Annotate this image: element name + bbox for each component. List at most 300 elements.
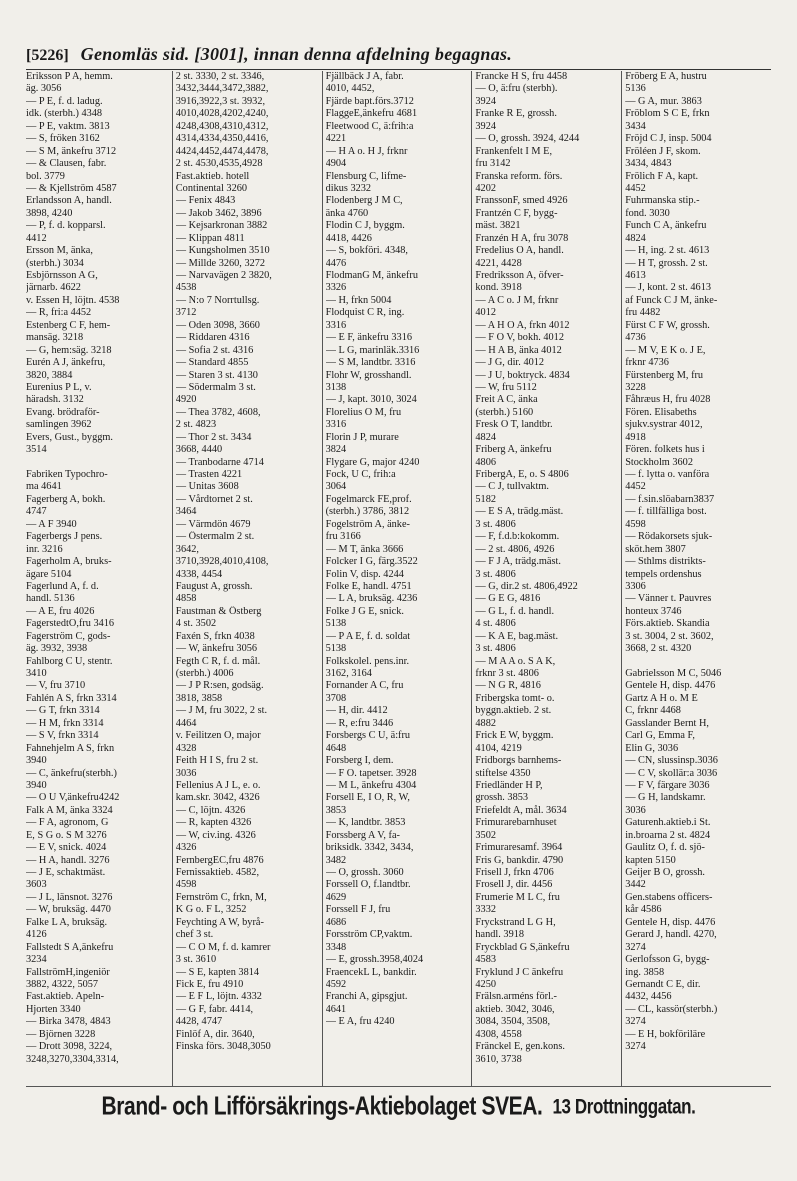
directory-entry: — C V, skollär:a 3036 <box>625 767 718 779</box>
directory-entry: Fahlborg C U, stentr. <box>26 655 113 667</box>
directory-entry: 4464 <box>175 717 197 729</box>
directory-entry: 3603 <box>26 879 47 891</box>
directory-entry: Stockholm 3602 <box>625 456 693 468</box>
directory-entry: Ersson M, änka, <box>26 245 93 257</box>
directory-entry: — N G R, 4816 <box>475 680 541 692</box>
directory-entry: 3306 <box>625 580 646 592</box>
directory-entry: 4308, 4558 <box>475 1028 522 1040</box>
directory-entry: — & Clausen, fabr. <box>26 158 107 170</box>
directory-entry: Gen.stabens officers- <box>625 891 713 903</box>
directory-entry: 3434, 4843 <box>625 158 672 170</box>
directory-entry: sjukv.systrar 4012, <box>625 419 703 431</box>
directory-entry: — Rödakorsets sjuk- <box>625 531 713 543</box>
directory-entry: frknr 3 st. 4806 <box>475 668 539 679</box>
directory-entry: 4126 <box>26 929 47 941</box>
directory-entry: Folke J G E, snick. <box>325 605 404 617</box>
directory-entry: — Birka 3478, 4843 <box>26 1016 111 1028</box>
directory-entry: — R, kapten 4326 <box>175 817 252 829</box>
directory-entry: v. Essen H, löjtn. 4538 <box>26 294 120 306</box>
directory-column-5 <box>622 71 771 1086</box>
directory-entry: äg. 3056 <box>26 83 62 95</box>
directory-entry: Friefeldt A, mål. 3634 <box>475 804 567 816</box>
directory-entry: Frick E W, byggm. <box>475 730 554 742</box>
directory-entry: — V, fru 3710 <box>26 680 86 692</box>
directory-entry: 3 st. 3610 <box>175 954 217 966</box>
directory-entry: Eurén A J, änkefru, <box>26 357 106 369</box>
directory-entry: 4806 <box>475 456 496 468</box>
directory-entry: — W, bruksäg. 4470 <box>26 904 111 916</box>
directory-entry: mäst. 3821 <box>475 220 521 232</box>
directory-entry: Fören. Elisabeths <box>625 406 697 418</box>
directory-entry: af Funck C J M, änke- <box>625 294 718 306</box>
directory-entry: 3482 <box>325 854 347 866</box>
directory-entry: — Unitas 3608 <box>175 481 239 493</box>
footer-company: Brand- och Lifförsäkrings-Aktiebolaget SVEA. <box>101 1092 543 1121</box>
directory-entry: 3162, 3164 <box>325 668 372 679</box>
directory-entry: — J L, länsnot. 3276 <box>26 891 113 903</box>
directory-entry: Fåhræus H, fru 4028 <box>625 394 711 406</box>
directory-entry: Carl G, Emma F, <box>625 730 696 742</box>
directory-entry: 3274 <box>625 1041 646 1053</box>
directory-entry: — Trasten 4221 <box>175 469 243 480</box>
directory-entry: 3502 <box>475 829 496 841</box>
directory-entry: 4641 <box>325 1003 347 1015</box>
directory-entry: 4476 <box>325 257 347 269</box>
directory-entry: — Fenix 4843 <box>175 195 236 207</box>
directory-entry: byggn.aktieb. 2 st. <box>475 705 552 717</box>
directory-entry: kapten 5150 <box>625 854 676 866</box>
directory-entry: 3824 <box>325 444 347 456</box>
directory-entry: 4328 <box>175 742 197 754</box>
directory-entry: Fris G, bankdir. 4790 <box>475 854 564 866</box>
directory-entry: kår 4586 <box>625 904 662 916</box>
directory-entry: — Staren 3 st. 4130 <box>175 369 258 381</box>
directory-entry: 4598 <box>625 518 646 530</box>
directory-column-4 <box>472 71 622 1086</box>
directory-entry: 3853 <box>325 804 347 816</box>
directory-entry: — F V, färgare 3036 <box>625 779 710 791</box>
directory-entry: 4882 <box>475 717 496 729</box>
directory-entry: — S, fröken 3162 <box>26 133 100 145</box>
footer-advertisement <box>26 1086 771 1129</box>
directory-entry: — W, änkefru 3056 <box>175 643 258 655</box>
directory-entry <box>625 656 768 668</box>
directory-entry: Fagerlund A, f. d. <box>26 580 99 592</box>
directory-entry: Continental 3260 <box>175 182 248 194</box>
directory-entry: — M T, änka 3666 <box>325 543 404 555</box>
directory-entry: 3916,3922,3 st. 3932, <box>175 95 266 107</box>
directory-entry: Fernissaktieb. 4582, <box>175 867 260 878</box>
directory-entry: 4918 <box>625 431 646 443</box>
directory-entry: mansäg. 3218 <box>26 332 84 344</box>
directory-entry: Gaulitz O, f. d. sjö- <box>625 842 705 854</box>
directory-entry: 3924 <box>475 120 496 132</box>
directory-entry: (sterbh.) 3034 <box>26 257 84 269</box>
directory-entry: Fahnehjelm A S, frkn <box>26 742 115 754</box>
directory-entry: FlodmanG M, änkefru <box>325 270 418 281</box>
directory-entry: Faustman & Östberg <box>175 605 262 617</box>
directory-entry: Franke R E, grossh. <box>475 108 557 120</box>
directory-entry: Gabrielsson M C, 5046 <box>625 668 722 679</box>
directory-entry: chef 3 st. <box>175 929 214 941</box>
directory-entry: — S, bokföri. 4348, <box>325 245 408 257</box>
directory-entry: 4598 <box>175 879 197 891</box>
directory-entry: Franzén H A, fru 3078 <box>475 232 569 244</box>
directory-entry: Gerard J, handl. 4270, <box>625 929 717 941</box>
directory-entry: — E A, fru 4240 <box>325 1016 395 1028</box>
directory-entry: 4250 <box>475 978 496 990</box>
directory-entry: Forssell F J, fru <box>325 904 391 916</box>
directory-entry: — Värmdön 4679 <box>175 518 251 530</box>
directory-entry: 3316 <box>325 419 347 431</box>
directory-entry: — K, landtbr. 3853 <box>325 817 406 829</box>
directory-entry: Fryckstrand L G H, <box>475 916 556 928</box>
directory-entry: — C, löjtn. 4326 <box>175 804 246 816</box>
directory-entry: 4428, 4747 <box>175 1016 223 1028</box>
directory-entry: 4824 <box>625 232 646 244</box>
directory-entry: — W, fru 5112 <box>475 381 537 393</box>
directory-entry: Forsell E, I O, R, W, <box>325 792 410 804</box>
directory-entry: 4104, 4219 <box>475 742 522 754</box>
directory-entry: Forssell O, f.landtbr. <box>325 879 411 891</box>
directory-entry: — F, f.d.b:kokomm. <box>475 531 560 543</box>
directory-entry: Falke L A, bruksäg. <box>26 916 108 928</box>
directory-entry: 3410 <box>26 668 47 679</box>
directory-entry: — H, ing. 2 st. 4613 <box>625 245 710 257</box>
directory-entry: Franska reform. förs. <box>475 170 563 182</box>
directory-entry: — W, civ.ing. 4326 <box>175 829 256 841</box>
directory-entry: Gernandt C E, dir. <box>625 978 701 990</box>
directory-entry: — F O. tapetser. 3928 <box>325 767 417 779</box>
directory-entry: Flodquist C R, ing. <box>325 307 405 319</box>
directory-entry: häradsh. 3132 <box>26 394 84 406</box>
directory-entry: — G A, mur. 3863 <box>625 95 702 107</box>
directory-entry: Fagerholm A, bruks- <box>26 556 112 568</box>
directory-entry: — Sthlms distrikts- <box>625 556 706 568</box>
directory-entry: handl. 3918 <box>475 929 525 941</box>
directory-entry: Fahlén A S, frkn 3314 <box>26 692 117 704</box>
directory-entry: — H, frkn 5004 <box>325 294 392 306</box>
directory-entry: — G H, landskamr. <box>625 792 706 804</box>
directory-entry: — CL, kassör(sterbh.) <box>625 1003 718 1015</box>
directory-entry: FallströmH,ingeniör <box>26 966 110 978</box>
directory-entry: — A H O A, frkn 4012 <box>475 319 570 331</box>
directory-entry: Fränckel E, gen.kons. <box>475 1041 565 1053</box>
directory-entry: 3642, <box>175 543 199 555</box>
directory-entry: Fürst C F W, grossh. <box>625 319 710 331</box>
directory-entry: 3708 <box>325 692 347 704</box>
directory-column-3 <box>323 71 473 1086</box>
directory-entry: fru 4482 <box>625 307 661 319</box>
directory-entry: Erlandsson A, handl. <box>26 195 112 207</box>
directory-entry: Gasslander Bernt H, <box>625 717 709 729</box>
directory-entry: 4686 <box>325 916 347 928</box>
directory-entry: — E H, bokföriläre <box>625 1028 706 1040</box>
directory-entry: 3710,3928,4010,4108, <box>175 556 269 568</box>
directory-entry: Fridborgs barnhems- <box>475 755 562 767</box>
directory-entry: — Standard 4855 <box>175 357 249 369</box>
directory-entry: 4824 <box>475 431 496 443</box>
directory-entry: — O, grossh. 3924, 4244 <box>475 133 580 145</box>
directory-entry: 3820, 3884 <box>26 369 73 381</box>
directory-entry: Fryklund J C änkefru <box>475 966 564 978</box>
directory-entry: Faugust A, grossh. <box>175 580 253 592</box>
directory-entry: tempels ordenshus <box>625 568 702 580</box>
directory-entry: 5136 <box>625 83 646 95</box>
directory-entry: — & Kjellström 4587 <box>26 182 117 194</box>
directory-entry: Fagerberg A, bokh. <box>26 493 106 505</box>
directory-entry: 4248,4308,4310,4312, <box>175 120 269 132</box>
directory-entry: — E V, snick. 4024 <box>26 842 107 854</box>
directory-entry: 4583 <box>475 954 496 966</box>
directory-entry: Flodin C J, byggm. <box>325 220 405 232</box>
directory-entry: 3138 <box>325 381 347 393</box>
directory-entry: Fröberg E A, hustru <box>625 71 707 82</box>
directory-entry: — E, grossh.3958,4024 <box>325 954 424 966</box>
directory-entry: — O, grossh. 3060 <box>325 867 404 878</box>
directory-entry: — E F, änkefru 3316 <box>325 332 412 344</box>
directory-entry: — CN, slussinsp.3036 <box>625 755 718 767</box>
directory-entry: samlingen 3962 <box>26 419 92 431</box>
directory-entry: Fjärde bapt.förs.3712 <box>325 95 414 107</box>
directory-entry: — G, dir.2 st. 4806,4922 <box>475 580 578 592</box>
footer-address: 13 Drottninggatan. <box>552 1094 696 1119</box>
directory-entry: — L A, bruksäg. 4236 <box>325 593 418 605</box>
directory-entry: — Oden 3098, 3660 <box>175 319 260 331</box>
directory-entry: 5138 <box>325 643 347 655</box>
directory-entry: Fören. folkets hus i <box>625 444 705 456</box>
directory-entry: — H, dir. 4412 <box>325 705 388 717</box>
directory-entry: — Klippan 4811 <box>175 232 245 244</box>
directory-entry: — Drott 3098, 3224, <box>26 1041 113 1053</box>
directory-entry: — J, kapt. 3010, 3024 <box>325 394 417 406</box>
directory-entry: Forsberg I, dem. <box>325 755 394 767</box>
directory-entry: — N:o 7 Norrtullsg. <box>175 294 260 306</box>
directory-entry: E, S G o. S M 3276 <box>26 829 107 841</box>
directory-entry: 3668, 4440 <box>175 444 223 456</box>
directory-entry: 4629 <box>325 891 347 903</box>
directory-entry: kond. 3918 <box>475 282 522 294</box>
directory-entry: järnarb. 4622 <box>26 282 81 294</box>
directory-entry: Hjorten 3340 <box>26 1003 81 1015</box>
directory-entry: aktieb. 3042, 3046, <box>475 1003 555 1015</box>
directory-entry: fru 3142 <box>475 158 511 170</box>
directory-entry: — S E, kapten 3814 <box>175 966 260 978</box>
directory-entry: 3668, 2 st. 4320 <box>625 643 692 655</box>
directory-entry: 3818, 3858 <box>175 692 223 704</box>
directory-entry: 4592 <box>325 978 347 990</box>
directory-entry: Frälsn.arméns förl.- <box>475 991 557 1003</box>
directory-entry <box>26 457 169 469</box>
directory-entry: — G T, frkn 3314 <box>26 705 100 717</box>
directory-entry: 4418, 4426 <box>325 232 372 244</box>
directory-entry: (sterbh.) 3786, 3812 <box>325 506 410 518</box>
directory-entry: 4538 <box>175 282 197 294</box>
directory-entry: — R, fri:a 4452 <box>26 307 92 319</box>
directory-entry: Fernström C, frkn, M, <box>175 891 267 903</box>
directory-entry: sköt.hem 3807 <box>625 543 686 555</box>
directory-entry: 3432,3444,3472,3882, <box>175 83 269 95</box>
directory-entry: 3898, 4240 <box>26 207 73 219</box>
directory-entry: Friberg A, änkefru <box>475 444 552 456</box>
directory-entry: 4010,4028,4202,4240, <box>175 108 269 120</box>
directory-entry: — H M, frkn 3314 <box>26 717 104 729</box>
directory-entry: 4904 <box>325 158 347 170</box>
directory-entry: Fagerström C, gods- <box>26 630 111 642</box>
directory-entry: — S M, landtbr. 3316 <box>325 357 416 369</box>
directory-entry: 4452 <box>625 182 646 194</box>
directory-entry: Frosell J, dir. 4456 <box>475 879 553 891</box>
directory-entry: FagerstedtO,fru 3416 <box>26 618 115 630</box>
directory-entry: Frisell J, frkn 4706 <box>475 867 554 878</box>
directory-entry: inr. 3216 <box>26 543 63 555</box>
directory-entry: Funch C A, änkefru <box>625 220 707 232</box>
directory-entry: 4 st. 3502 <box>175 618 217 630</box>
directory-entry: Fribergska tomt- o. <box>475 692 555 704</box>
directory-entry: — G L, f. d. handl. <box>475 605 555 617</box>
directory-entry: Faxén S, frkn 4038 <box>175 630 255 642</box>
directory-entry: 3036 <box>175 767 197 779</box>
directory-entry: Fabriken Typochro- <box>26 469 108 480</box>
directory-entry: — E F L, löjtn. 4332 <box>175 991 262 1003</box>
directory-entry: — Södermalm 3 st. <box>175 381 256 393</box>
directory-entry: Fröléen J F, skom. <box>625 145 701 157</box>
directory-entry: 2 st. 3330, 2 st. 3346, <box>175 71 265 82</box>
directory-entry: 3940 <box>26 755 47 767</box>
directory-entry: Eriksson P A, hemm. <box>26 71 113 82</box>
directory-entry: — Narvavägen 2 3820, <box>175 270 272 281</box>
directory-entry: — Sofia 2 st. 4316 <box>175 344 254 356</box>
directory-entry: 3332 <box>475 904 496 916</box>
directory-entry: — J E, schaktmäst. <box>26 867 106 878</box>
directory-entry: 3326 <box>325 282 347 294</box>
directory-entry: 3 st. 4806 <box>475 518 516 530</box>
directory-entry: Fogelström A, änke- <box>325 518 410 530</box>
page-header <box>26 44 776 66</box>
directory-entry: Frumerie M L C, fru <box>475 891 560 903</box>
directory-entry: dikus 3232 <box>325 182 372 194</box>
directory-entry: Fogelmarck FE,prof. <box>325 493 412 505</box>
directory-entry: 3064 <box>325 481 347 493</box>
directory-entry: — J, kont. 2 st. 4613 <box>625 282 712 294</box>
directory-entry: frknr 4736 <box>625 357 669 369</box>
directory-entry: 3464 <box>175 506 197 518</box>
directory-entry: Fredriksson A, öfver- <box>475 270 564 281</box>
directory-entry: 3434 <box>625 120 646 132</box>
directory-entry: 3274 <box>625 941 646 953</box>
directory-entry: kam.skr. 3042, 4326 <box>175 792 260 804</box>
directory-entry: — L G, marinläk.3316 <box>325 344 420 356</box>
directory-entry: Folke E, handl. 4751 <box>325 580 412 592</box>
directory-entry: 4221, 4428 <box>475 257 522 269</box>
directory-entry: 4648 <box>325 742 347 754</box>
directory-entry: Florelius O M, fru <box>325 406 402 418</box>
directory-entry: Gentele H, disp. 4476 <box>625 916 716 928</box>
directory-entry: Florin J P, murare <box>325 431 399 443</box>
directory-entry: Fast.aktieb. hotell <box>175 170 250 182</box>
directory-entry: 3610, 3738 <box>475 1053 522 1065</box>
directory-entry: 4736 <box>625 332 646 344</box>
directory-entry: — G F, fabr. 4414, <box>175 1003 254 1015</box>
directory-entry: 3 st. 4806 <box>475 568 516 580</box>
directory-entry: Falk A M, änka 3324 <box>26 804 113 816</box>
directory-entry: stiftelse 4350 <box>475 767 531 779</box>
directory-entry: Frimurarebarnhuset <box>475 817 557 829</box>
directory-entry: Fröjd C J, insp. 5004 <box>625 133 712 145</box>
directory-entry: Fresk O T, landtbr. <box>475 419 553 431</box>
directory-entry: Fagerbergs J pens. <box>26 531 103 543</box>
directory-entry: Fallstedt S A,änkefru <box>26 941 114 953</box>
directory-entry: — Björnen 3228 <box>26 1028 96 1040</box>
directory-entry: — G E G, 4816 <box>475 593 541 605</box>
directory-entry: — A C o. J M, frknr <box>475 294 559 306</box>
directory-entry: 3712 <box>175 307 197 319</box>
directory-entry: — C, änkefru(sterbh.) <box>26 767 117 779</box>
directory-entry: v. Feilitzen O, major <box>175 730 261 742</box>
directory-entry: Folin V, disp. 4244 <box>325 568 404 580</box>
directory-entry: — Vårdtornet 2 st. <box>175 493 253 505</box>
directory-entry: 3274 <box>625 1016 646 1028</box>
directory-entry: — Kungsholmen 3510 <box>175 245 270 257</box>
directory-entry: Fuhrmanska stip.- <box>625 195 700 207</box>
directory-entry: Evang. brödraför- <box>26 406 100 418</box>
directory-entry: — P E, f. d. ladug. <box>26 95 103 107</box>
directory-entry: fond. 3030 <box>625 207 670 219</box>
directory-entry: — S M, änkefru 3712 <box>26 145 117 157</box>
directory-entry: — P E, vaktm. 3813 <box>26 120 110 132</box>
directory-entry: (sterbh.) 4006 <box>175 668 234 679</box>
directory-entry: — J P R:sen, godsäg. <box>175 680 264 692</box>
directory-entry: — M V, E K o. J E, <box>625 344 706 356</box>
directory-entry: — H A o. H J, frknr <box>325 145 408 157</box>
directory-entry: 3 st. 4806 <box>475 643 516 655</box>
directory-entry: in.broarna 2 st. 4824 <box>625 829 711 841</box>
directory-entry: — E S A, trädg.mäst. <box>475 506 564 518</box>
directory-entry: 3348 <box>325 941 347 953</box>
directory-entry: Frantzén C F, bygg- <box>475 207 558 219</box>
directory-entry: Flensburg C, lifme- <box>325 170 407 182</box>
directory-entry: idk. (sterbh.) 4348 <box>26 108 103 120</box>
directory-entry: Forsbergs C U, ä:fru <box>325 730 411 742</box>
directory-entry: — J M, fru 3022, 2 st. <box>175 705 268 717</box>
directory-entry: — Jakob 3462, 3896 <box>175 207 262 219</box>
directory-entry: Fornander A C, fru <box>325 680 404 692</box>
directory-entry: Flodenberg J M C, <box>325 195 403 207</box>
directory-entry: grossh. 3853 <box>475 792 529 804</box>
directory-entry: — Vänner t. Pauvres <box>625 593 712 605</box>
directory-entry: 4326 <box>175 842 197 854</box>
directory-entry: ägare 5104 <box>26 568 72 580</box>
directory-entry: 4858 <box>175 593 197 605</box>
directory-entry: Estenberg C F, hem- <box>26 319 111 331</box>
directory-entry: ma 4641 <box>26 481 62 493</box>
directory-entry: änka 4760 <box>325 207 369 219</box>
directory-entry: — F J A, trädg.mäst. <box>475 556 561 568</box>
directory-entry: Flygare G, major 4240 <box>325 456 420 468</box>
directory-entry: Folkskolel. pens.inr. <box>325 655 410 667</box>
directory-entry: — H T, grossh. 2 st. <box>625 257 708 269</box>
directory-entry: 4920 <box>175 394 197 406</box>
directory-entry: — C O M, f. d. kamrer <box>175 941 271 953</box>
directory-entry: handl. 5136 <box>26 593 75 605</box>
directory-entry: — Thea 3782, 4608, <box>175 406 261 418</box>
directory-entry: — Thor 2 st. 3434 <box>175 431 252 443</box>
directory-entry: äg. 3932, 3938 <box>26 643 88 655</box>
directory-entry: — M A A o. S A K, <box>475 655 556 667</box>
directory-entry: FernbergEC,fru 4876 <box>175 854 264 866</box>
directory-entry: 3 st. 3004, 2 st. 3602, <box>625 630 714 642</box>
directory-entry: 4452 <box>625 481 646 493</box>
